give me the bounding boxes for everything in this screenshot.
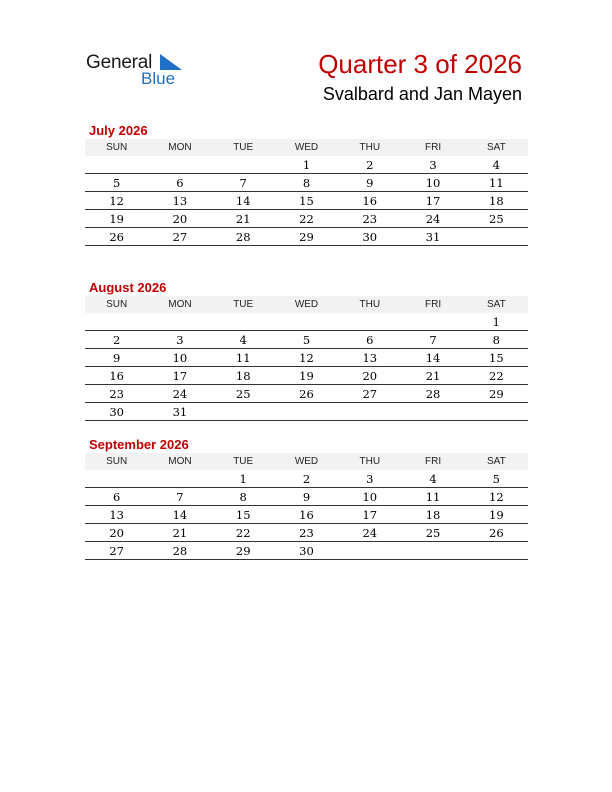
day-cell <box>465 403 528 421</box>
month-block-july <box>85 122 528 246</box>
day-cell: 20 <box>338 367 401 385</box>
weekday-header: THU <box>338 139 401 156</box>
weekday-header: WED <box>275 453 338 470</box>
week-row <box>85 331 528 349</box>
weekday-header: THU <box>338 296 401 313</box>
day-cell: 17 <box>401 192 464 210</box>
day-cell: 19 <box>465 506 528 524</box>
day-cell <box>401 313 464 331</box>
month-title: August 2026 <box>89 280 167 295</box>
day-cell: 25 <box>212 385 275 403</box>
day-cell: 12 <box>275 349 338 367</box>
week-row <box>85 210 528 228</box>
weekday-header-row <box>85 139 528 156</box>
day-cell: 26 <box>275 385 338 403</box>
day-cell: 8 <box>212 488 275 506</box>
logo-flag-icon <box>160 54 182 70</box>
day-cell <box>275 313 338 331</box>
day-cell: 29 <box>465 385 528 403</box>
day-cell: 12 <box>85 192 148 210</box>
day-cell: 24 <box>338 524 401 542</box>
day-cell: 6 <box>148 174 211 192</box>
weekday-header: MON <box>148 139 211 156</box>
day-cell: 15 <box>465 349 528 367</box>
weekday-header: FRI <box>401 453 464 470</box>
week-row <box>85 488 528 506</box>
day-cell: 23 <box>338 210 401 228</box>
weekday-header: SAT <box>465 296 528 313</box>
day-cell: 14 <box>148 506 211 524</box>
day-cell: 30 <box>85 403 148 421</box>
day-cell: 10 <box>148 349 211 367</box>
day-cell <box>85 156 148 174</box>
weekday-header: WED <box>275 296 338 313</box>
day-cell <box>85 313 148 331</box>
day-cell <box>338 313 401 331</box>
day-cell: 10 <box>401 174 464 192</box>
day-cell: 4 <box>465 156 528 174</box>
week-row <box>85 506 528 524</box>
day-cell: 29 <box>212 542 275 560</box>
day-cell: 11 <box>401 488 464 506</box>
day-cell: 22 <box>465 367 528 385</box>
day-cell: 20 <box>148 210 211 228</box>
day-cell: 9 <box>338 174 401 192</box>
day-cell: 7 <box>401 331 464 349</box>
day-cell: 28 <box>212 228 275 246</box>
week-row <box>85 403 528 421</box>
day-cell: 28 <box>401 385 464 403</box>
day-cell: 16 <box>338 192 401 210</box>
day-cell: 14 <box>212 192 275 210</box>
day-cell: 8 <box>275 174 338 192</box>
day-cell: 21 <box>212 210 275 228</box>
month-block-august <box>85 279 528 421</box>
page-subtitle: Svalbard and Jan Mayen <box>322 84 522 104</box>
logo-text-blue: Blue <box>141 69 176 88</box>
day-cell: 20 <box>85 524 148 542</box>
day-cell: 24 <box>148 385 211 403</box>
week-row <box>85 192 528 210</box>
page-title: Quarter 3 of 2026 <box>318 49 522 79</box>
weekday-header: MON <box>148 296 211 313</box>
day-cell: 27 <box>85 542 148 560</box>
day-cell <box>212 403 275 421</box>
day-cell: 2 <box>85 331 148 349</box>
week-row <box>85 156 528 174</box>
weekday-header: WED <box>275 139 338 156</box>
day-cell: 15 <box>275 192 338 210</box>
month-calendar-table <box>85 296 528 421</box>
day-cell: 18 <box>401 506 464 524</box>
day-cell: 21 <box>401 367 464 385</box>
week-row <box>85 174 528 192</box>
weekday-header: SUN <box>85 139 148 156</box>
weekday-header: SUN <box>85 296 148 313</box>
day-cell: 22 <box>275 210 338 228</box>
day-cell: 26 <box>85 228 148 246</box>
day-cell: 18 <box>465 192 528 210</box>
month-calendar-table <box>85 453 528 560</box>
day-cell: 23 <box>85 385 148 403</box>
day-cell: 13 <box>338 349 401 367</box>
day-cell: 13 <box>85 506 148 524</box>
day-cell: 11 <box>212 349 275 367</box>
day-cell: 13 <box>148 192 211 210</box>
day-cell: 3 <box>338 470 401 488</box>
week-row <box>85 524 528 542</box>
logo-text-general: General <box>86 52 153 73</box>
day-cell: 2 <box>338 156 401 174</box>
weekday-header: TUE <box>212 139 275 156</box>
day-cell <box>338 542 401 560</box>
weekday-header: THU <box>338 453 401 470</box>
day-cell: 25 <box>401 524 464 542</box>
day-cell: 2 <box>275 470 338 488</box>
day-cell <box>401 542 464 560</box>
day-cell: 10 <box>338 488 401 506</box>
day-cell: 5 <box>465 470 528 488</box>
month-title: July 2026 <box>89 123 148 138</box>
day-cell: 4 <box>212 331 275 349</box>
day-cell: 17 <box>148 367 211 385</box>
month-calendar-table <box>85 139 528 246</box>
weekday-header: SAT <box>465 139 528 156</box>
weekday-header-row <box>85 296 528 313</box>
month-block-september <box>85 436 528 560</box>
day-cell: 8 <box>465 331 528 349</box>
day-cell <box>212 156 275 174</box>
day-cell: 29 <box>275 228 338 246</box>
day-cell <box>212 313 275 331</box>
day-cell: 19 <box>85 210 148 228</box>
day-cell: 1 <box>212 470 275 488</box>
day-cell <box>148 313 211 331</box>
day-cell: 7 <box>212 174 275 192</box>
weekday-header: SAT <box>465 453 528 470</box>
day-cell: 15 <box>212 506 275 524</box>
day-cell: 22 <box>212 524 275 542</box>
day-cell <box>465 542 528 560</box>
day-cell <box>401 403 464 421</box>
week-row <box>85 313 528 331</box>
week-row <box>85 470 528 488</box>
day-cell: 17 <box>338 506 401 524</box>
day-cell <box>338 403 401 421</box>
day-cell <box>148 156 211 174</box>
day-cell: 19 <box>275 367 338 385</box>
day-cell: 18 <box>212 367 275 385</box>
weekday-header: FRI <box>401 296 464 313</box>
day-cell <box>148 470 211 488</box>
week-row <box>85 367 528 385</box>
day-cell: 1 <box>275 156 338 174</box>
day-cell: 31 <box>148 403 211 421</box>
weekday-header: SUN <box>85 453 148 470</box>
day-cell: 3 <box>148 331 211 349</box>
day-cell: 11 <box>465 174 528 192</box>
day-cell: 27 <box>148 228 211 246</box>
day-cell: 23 <box>275 524 338 542</box>
day-cell: 26 <box>465 524 528 542</box>
day-cell: 6 <box>85 488 148 506</box>
day-cell: 25 <box>465 210 528 228</box>
day-cell: 9 <box>85 349 148 367</box>
week-row <box>85 349 528 367</box>
day-cell: 16 <box>85 367 148 385</box>
week-row <box>85 385 528 403</box>
weekday-header-row <box>85 453 528 470</box>
day-cell: 27 <box>338 385 401 403</box>
day-cell <box>465 228 528 246</box>
month-title: September 2026 <box>89 437 189 452</box>
day-cell: 1 <box>465 313 528 331</box>
weekday-header: TUE <box>212 296 275 313</box>
day-cell: 28 <box>148 542 211 560</box>
week-row <box>85 228 528 246</box>
weekday-header: TUE <box>212 453 275 470</box>
day-cell <box>275 403 338 421</box>
day-cell: 31 <box>401 228 464 246</box>
weekday-header: MON <box>148 453 211 470</box>
day-cell <box>85 470 148 488</box>
generalblue-logo <box>86 52 186 92</box>
day-cell: 5 <box>275 331 338 349</box>
day-cell: 14 <box>401 349 464 367</box>
day-cell: 9 <box>275 488 338 506</box>
day-cell: 4 <box>401 470 464 488</box>
weekday-header: FRI <box>401 139 464 156</box>
day-cell: 6 <box>338 331 401 349</box>
day-cell: 30 <box>275 542 338 560</box>
day-cell: 5 <box>85 174 148 192</box>
day-cell: 12 <box>465 488 528 506</box>
day-cell: 24 <box>401 210 464 228</box>
day-cell: 16 <box>275 506 338 524</box>
day-cell: 3 <box>401 156 464 174</box>
day-cell: 21 <box>148 524 211 542</box>
week-row <box>85 542 528 560</box>
day-cell: 7 <box>148 488 211 506</box>
day-cell: 30 <box>338 228 401 246</box>
